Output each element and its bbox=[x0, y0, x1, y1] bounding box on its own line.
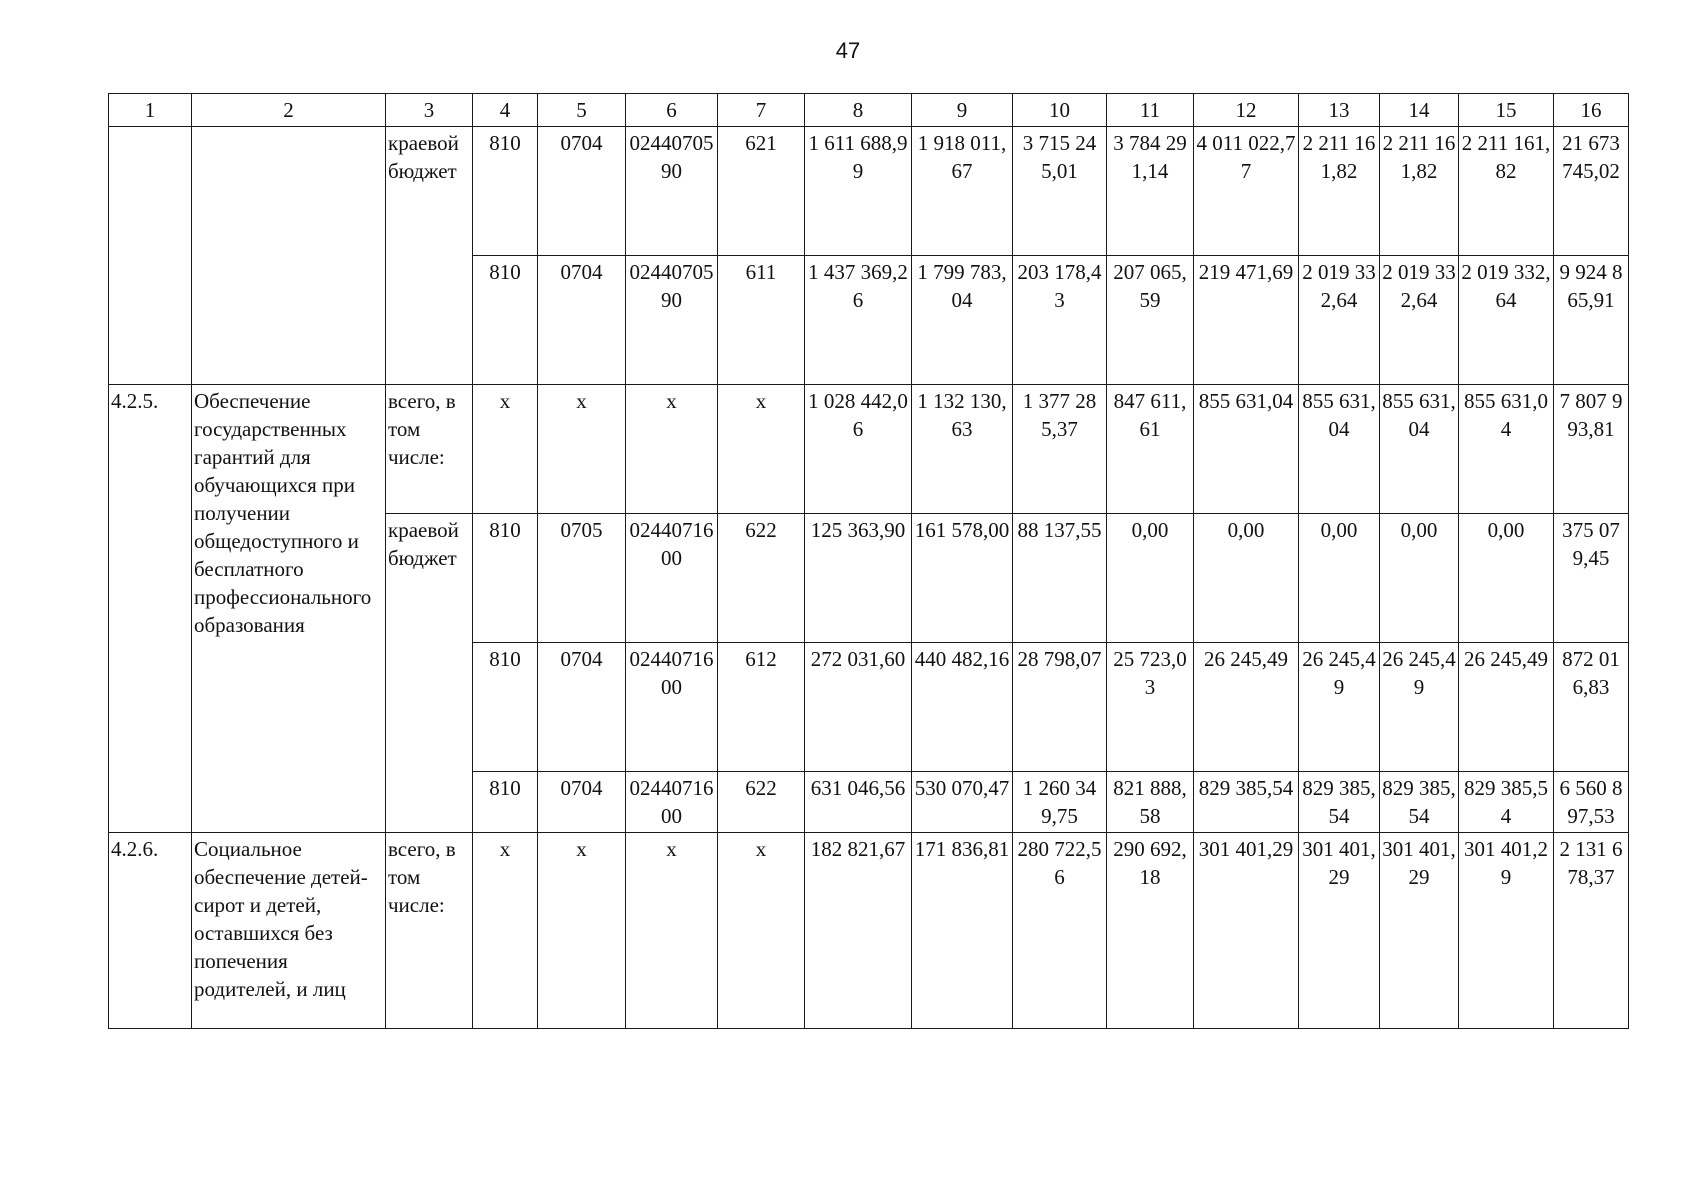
value-cell: 1 918 011,67 bbox=[912, 127, 1013, 256]
value-cell: 3 715 245,01 bbox=[1013, 127, 1107, 256]
value-cell: 301 401,29 bbox=[1194, 833, 1299, 1029]
value-cell: 0,00 bbox=[1459, 514, 1554, 643]
value-cell: 847 611,61 bbox=[1107, 385, 1194, 514]
value-cell: 1 260 349,75 bbox=[1013, 772, 1107, 833]
col-header: 13 bbox=[1299, 94, 1380, 127]
value-cell: 821 888,58 bbox=[1107, 772, 1194, 833]
code-cell: 622 bbox=[718, 772, 805, 833]
value-cell: 21 673 745,02 bbox=[1554, 127, 1629, 256]
value-cell: 1 028 442,06 bbox=[805, 385, 912, 514]
value-cell: 26 245,49 bbox=[1380, 643, 1459, 772]
value-cell: 855 631,04 bbox=[1194, 385, 1299, 514]
code-cell: 0704 bbox=[538, 643, 626, 772]
value-cell: 9 924 865,91 bbox=[1554, 256, 1629, 385]
code-cell: 0704 bbox=[538, 127, 626, 256]
value-cell: 829 385,54 bbox=[1299, 772, 1380, 833]
value-cell: 2 131 678,37 bbox=[1554, 833, 1629, 1029]
code-cell: 621 bbox=[718, 127, 805, 256]
value-cell: 280 722,56 bbox=[1013, 833, 1107, 1029]
col-header: 4 bbox=[473, 94, 538, 127]
code-cell: 810 bbox=[473, 256, 538, 385]
code-cell: 0704 bbox=[538, 256, 626, 385]
value-cell: 375 079,45 bbox=[1554, 514, 1629, 643]
value-cell: 855 631,04 bbox=[1299, 385, 1380, 514]
budget-table bbox=[108, 93, 1629, 1029]
code-cell: 0244070590 bbox=[626, 256, 718, 385]
item-number-cell: 4.2.5. bbox=[109, 385, 192, 833]
code-cell: 0704 bbox=[538, 772, 626, 833]
value-cell: 203 178,43 bbox=[1013, 256, 1107, 385]
value-cell: 2 211 161,82 bbox=[1459, 127, 1554, 256]
code-cell: 612 bbox=[718, 643, 805, 772]
col-header: 16 bbox=[1554, 94, 1629, 127]
value-cell: 872 016,83 bbox=[1554, 643, 1629, 772]
value-cell: 0,00 bbox=[1380, 514, 1459, 643]
value-cell: 4 011 022,77 bbox=[1194, 127, 1299, 256]
value-cell: 0,00 bbox=[1107, 514, 1194, 643]
code-cell: 0244070590 bbox=[626, 127, 718, 256]
value-cell: 829 385,54 bbox=[1459, 772, 1554, 833]
x-cell: х bbox=[538, 833, 626, 1029]
value-cell: 88 137,55 bbox=[1013, 514, 1107, 643]
value-cell: 2 019 332,64 bbox=[1459, 256, 1554, 385]
col-header: 5 bbox=[538, 94, 626, 127]
code-cell: 0705 bbox=[538, 514, 626, 643]
x-cell: х bbox=[626, 385, 718, 514]
value-cell: 1 132 130,63 bbox=[912, 385, 1013, 514]
value-cell: 631 046,56 bbox=[805, 772, 912, 833]
value-cell: 7 807 993,81 bbox=[1554, 385, 1629, 514]
value-cell: 301 401,29 bbox=[1380, 833, 1459, 1029]
code-cell: 0244071600 bbox=[626, 772, 718, 833]
value-cell: 290 692,18 bbox=[1107, 833, 1194, 1029]
value-cell: 1 377 285,37 bbox=[1013, 385, 1107, 514]
value-cell: 3 784 291,14 bbox=[1107, 127, 1194, 256]
item-name-cell: Социальное обеспечение детей-сирот и детей, оставшихся без попечения родителей, и лиц bbox=[192, 833, 386, 1029]
value-cell: 440 482,16 bbox=[912, 643, 1013, 772]
x-cell: х bbox=[626, 833, 718, 1029]
code-cell: 611 bbox=[718, 256, 805, 385]
item-name-cell bbox=[192, 127, 386, 385]
col-header: 9 bbox=[912, 94, 1013, 127]
code-cell: 810 bbox=[473, 772, 538, 833]
value-cell: 0,00 bbox=[1194, 514, 1299, 643]
table-row bbox=[109, 127, 1629, 256]
value-cell: 2 211 161,82 bbox=[1380, 127, 1459, 256]
col-header: 12 bbox=[1194, 94, 1299, 127]
x-cell: х bbox=[718, 385, 805, 514]
x-cell: х bbox=[538, 385, 626, 514]
code-cell: 0244071600 bbox=[626, 643, 718, 772]
item-number-cell: 4.2.6. bbox=[109, 833, 192, 1029]
x-cell: х bbox=[473, 833, 538, 1029]
total-label-cell: всего, в том числе: bbox=[386, 385, 473, 514]
total-label-cell: всего, в том числе: bbox=[386, 833, 473, 1029]
col-header: 14 bbox=[1380, 94, 1459, 127]
value-cell: 171 836,81 bbox=[912, 833, 1013, 1029]
col-header: 1 bbox=[109, 94, 192, 127]
value-cell: 2 019 332,64 bbox=[1299, 256, 1380, 385]
value-cell: 301 401,29 bbox=[1299, 833, 1380, 1029]
value-cell: 530 070,47 bbox=[912, 772, 1013, 833]
value-cell: 28 798,07 bbox=[1013, 643, 1107, 772]
code-cell: 810 bbox=[473, 514, 538, 643]
value-cell: 182 821,67 bbox=[805, 833, 912, 1029]
code-cell: 810 bbox=[473, 643, 538, 772]
column-number-row bbox=[109, 94, 1629, 127]
value-cell: 829 385,54 bbox=[1194, 772, 1299, 833]
col-header: 11 bbox=[1107, 94, 1194, 127]
value-cell: 26 245,49 bbox=[1194, 643, 1299, 772]
value-cell: 161 578,00 bbox=[912, 514, 1013, 643]
x-cell: х bbox=[473, 385, 538, 514]
value-cell: 829 385,54 bbox=[1380, 772, 1459, 833]
value-cell: 855 631,04 bbox=[1380, 385, 1459, 514]
code-cell: 0244071600 bbox=[626, 514, 718, 643]
value-cell: 6 560 897,53 bbox=[1554, 772, 1629, 833]
col-header: 7 bbox=[718, 94, 805, 127]
value-cell: 26 245,49 bbox=[1459, 643, 1554, 772]
table-row bbox=[109, 833, 1629, 1029]
code-cell: 810 bbox=[473, 127, 538, 256]
col-header: 8 bbox=[805, 94, 912, 127]
value-cell: 0,00 bbox=[1299, 514, 1380, 643]
item-name-cell: Обеспечение государственных гарантий для обучающихся при получении общедоступного и бесплатного профессионального образования bbox=[192, 385, 386, 833]
item-number-cell bbox=[109, 127, 192, 385]
page-number: 47 bbox=[835, 38, 861, 63]
value-cell: 2 019 332,64 bbox=[1380, 256, 1459, 385]
col-header: 6 bbox=[626, 94, 718, 127]
x-cell: х bbox=[718, 833, 805, 1029]
col-header: 10 bbox=[1013, 94, 1107, 127]
value-cell: 207 065,59 bbox=[1107, 256, 1194, 385]
value-cell: 25 723,03 bbox=[1107, 643, 1194, 772]
value-cell: 272 031,60 bbox=[805, 643, 912, 772]
value-cell: 26 245,49 bbox=[1299, 643, 1380, 772]
value-cell: 1 437 369,26 bbox=[805, 256, 912, 385]
code-cell: 622 bbox=[718, 514, 805, 643]
value-cell: 1 611 688,99 bbox=[805, 127, 912, 256]
col-header: 2 bbox=[192, 94, 386, 127]
funding-source-cell: краевой бюджет bbox=[386, 514, 473, 833]
value-cell: 219 471,69 bbox=[1194, 256, 1299, 385]
value-cell: 125 363,90 bbox=[805, 514, 912, 643]
value-cell: 855 631,04 bbox=[1459, 385, 1554, 514]
col-header: 3 bbox=[386, 94, 473, 127]
value-cell: 301 401,29 bbox=[1459, 833, 1554, 1029]
col-header: 15 bbox=[1459, 94, 1554, 127]
value-cell: 2 211 161,82 bbox=[1299, 127, 1380, 256]
funding-source-cell: краевой бюджет bbox=[386, 127, 473, 385]
value-cell: 1 799 783,04 bbox=[912, 256, 1013, 385]
table-row bbox=[109, 385, 1629, 514]
